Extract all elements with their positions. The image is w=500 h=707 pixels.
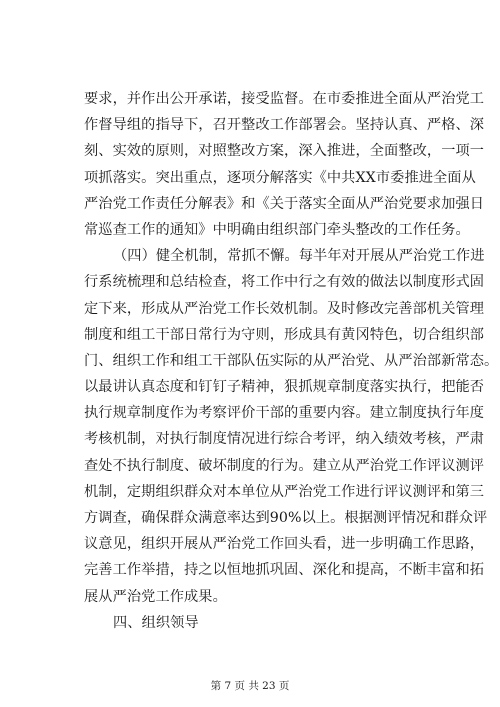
text-line: 议意见，组织开展从严治党工作回头看，进一步明确工作思路， — [84, 536, 485, 553]
page-number: 第 7 页 共 23 页 — [210, 680, 290, 692]
text-line: 刻、实效的原则，对照整改方案，深入推进，全面整改，一项一 — [84, 143, 485, 160]
text-line: 门、组织工作和组工干部队伍实际的从严治党、从严治部新常态。 — [84, 352, 499, 369]
text-line: 执行规章制度作为考察评价干部的重要内容。建立制度执行年度 — [84, 405, 485, 422]
text-line: 项抓落实。突出重点，逐项分解落实《中共XX市委推进全面从 — [84, 169, 476, 186]
text-line: 以最讲认真态度和钉钉子精神，狠抓规章制度落实执行，把能否 — [84, 379, 485, 396]
text-line: 定下来，形成从严治党工作长效机制。及时修改完善部机关管理 — [84, 300, 485, 317]
text-line: 查处不执行制度、破坏制度的行为。建立从严治党工作评议测评 — [84, 457, 485, 474]
text-line: 考核机制，对执行制度情况进行综合考评，纳入绩效考核，严肃 — [84, 431, 485, 448]
text-line: 作督导组的指导下，召开整改工作部署会。坚持认真、严格、深 — [84, 117, 485, 134]
text-line: 要求，并作出公开承诺，接受监督。在市委推进全面从严治党工 — [84, 91, 485, 107]
text-line: 展从严治党工作成果。 — [84, 588, 227, 605]
section-heading-line: （四）健全机制，常抓不懈。每半年对开展从严治党工作进 — [113, 248, 485, 265]
section-heading: 四、组织领导 — [113, 614, 199, 631]
text-line: 制度和组工干部日常行为守则，形成具有黄冈特色，切合组织部 — [84, 326, 485, 343]
text-line: 常巡查工作的通知》中明确由组织部门牵头整改的工作任务。 — [84, 221, 470, 238]
text-line: 方调查，确保群众满意率达到90%以上。根据测评情况和群众评 — [84, 510, 488, 526]
text-line: 严治党工作责任分解表》和《关于落实全面从严治党要求加强日 — [84, 195, 485, 212]
text-line: 完善工作举措，持之以恒地抓巩固、深化和提高，不断丰富和拓 — [84, 562, 485, 579]
text-line: 机制，定期组织群众对本单位从严治党工作进行评议测评和第三 — [84, 483, 485, 500]
body-text — [84, 86, 499, 636]
text-line: 行系统梳理和总结检查，将工作中行之有效的做法以制度形式固 — [84, 274, 485, 291]
